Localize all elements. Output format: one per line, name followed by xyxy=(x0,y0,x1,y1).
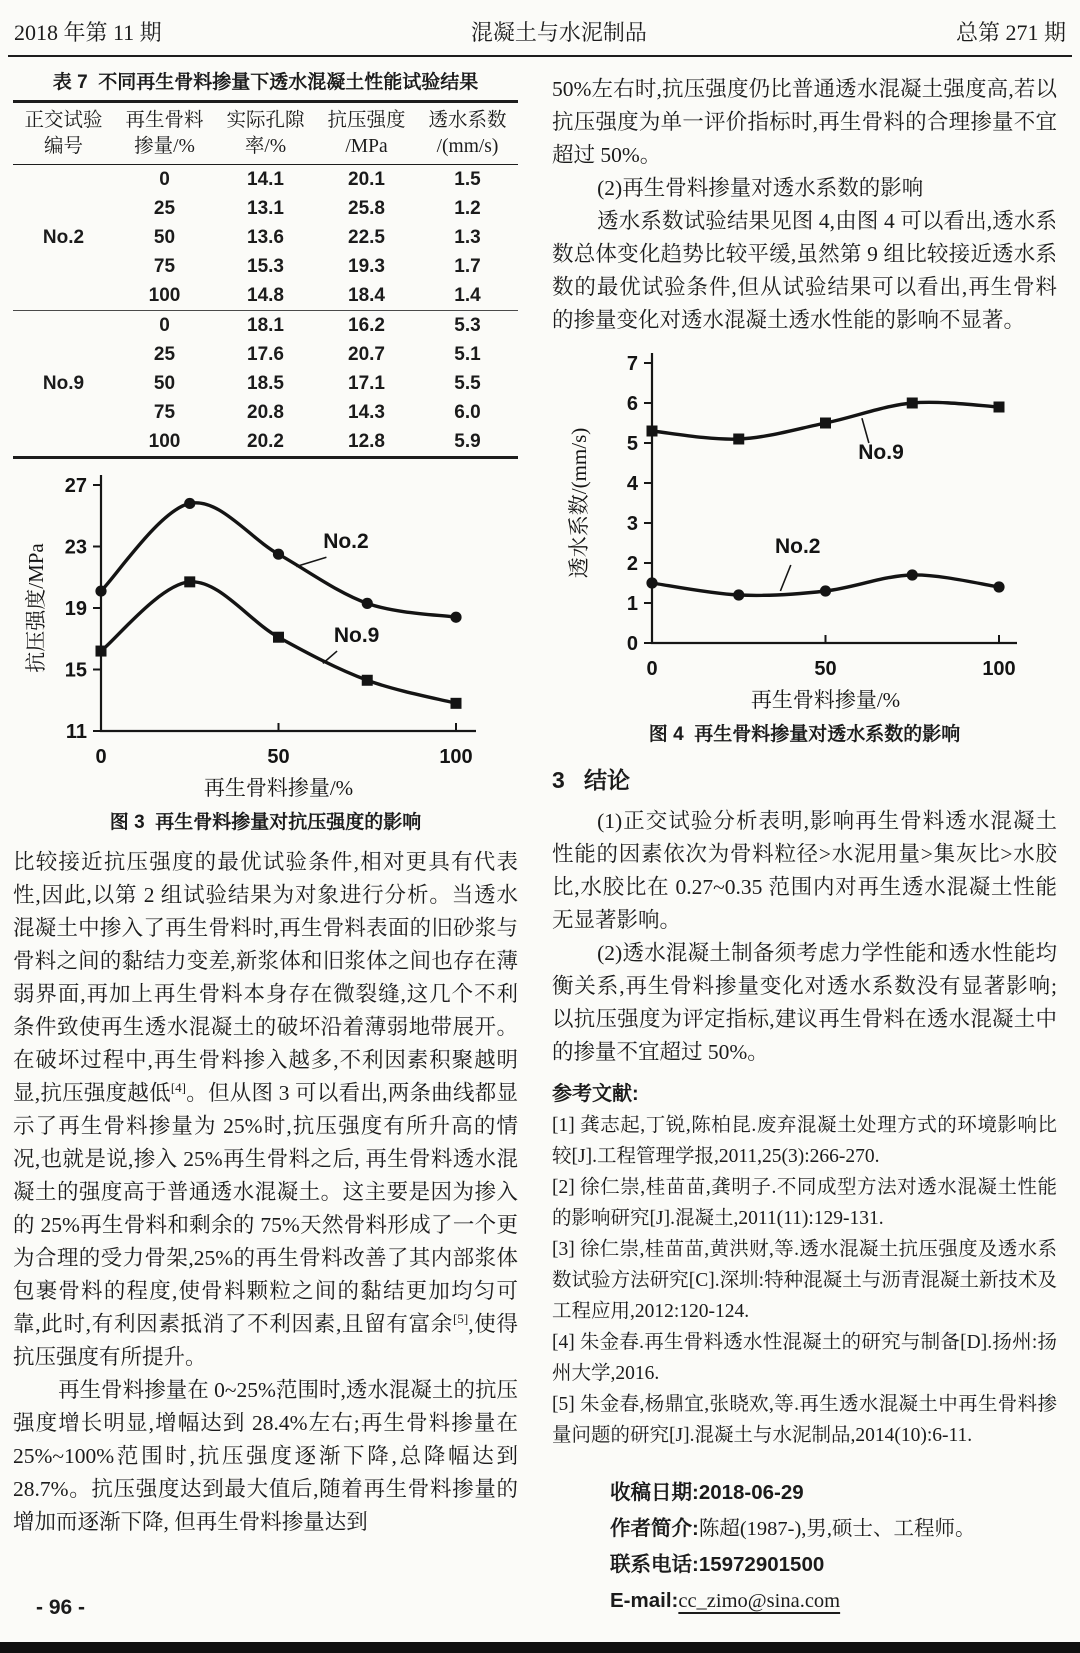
svg-text:6: 6 xyxy=(626,393,638,415)
svg-text:再生骨料掺量/%: 再生骨料掺量/% xyxy=(203,776,354,800)
reference-item: [1] 龚志起,丁锐,陈柏昆.废弃混凝土处理方式的环境影响比较[J].工程管理学报,2011,25(3):266-270. xyxy=(552,1115,1057,1167)
svg-text:0: 0 xyxy=(626,633,638,655)
table7-cell: 100 xyxy=(148,431,181,452)
table7-group-label: No.9 xyxy=(13,311,114,458)
conclusion-2: (2)透水混凝土制备须考虑力学性能和透水性能均衡关系,再生骨料掺量变化对透水系数没有显著影响;以抗压强度为评定指标,建议再生骨料在透水混凝土中的掺量不宜超过 50%。 xyxy=(552,941,1057,1064)
table7-cell: 6.0 xyxy=(454,402,481,423)
article-info xyxy=(610,1475,1057,1619)
received-date-line xyxy=(610,1475,1057,1511)
table7-cell: 5.9 xyxy=(454,431,481,452)
table7-cell: 18.5 xyxy=(247,373,284,394)
email-value: cc_zimo@sina.com xyxy=(678,1590,841,1612)
figure4 xyxy=(552,347,1057,746)
svg-text:19: 19 xyxy=(64,598,87,620)
paragraph-analysis xyxy=(13,846,518,1374)
table7-row xyxy=(13,165,518,195)
table7-col-header: 抗压强度 /MPa xyxy=(327,110,406,157)
table7-cell: 1.4 xyxy=(454,285,481,306)
table7-cell: 5.1 xyxy=(454,344,481,365)
figure3 xyxy=(13,469,518,834)
table7-cell: 5.5 xyxy=(454,373,481,394)
svg-text:3: 3 xyxy=(626,513,638,535)
table7-cell: 50 xyxy=(153,227,176,248)
table7-cell: 15.3 xyxy=(247,256,284,277)
section-3-heading: 3 结论 xyxy=(552,767,630,793)
table7-cell: 75 xyxy=(153,402,176,423)
table7-cell: 13.6 xyxy=(247,227,284,248)
svg-text:7: 7 xyxy=(626,353,638,375)
svg-text:0: 0 xyxy=(95,746,107,768)
table7-cell: 0 xyxy=(114,311,215,341)
reference-item: [4] 朱金春.再生骨料透水性混凝土的研究与制备[D].扬州:扬州大学,2016. xyxy=(552,1332,1057,1384)
table7-cell: 1.5 xyxy=(454,169,481,190)
svg-text:100: 100 xyxy=(439,746,473,768)
table7-row xyxy=(13,311,518,341)
reference-item: [2] 徐仁崇,桂苗苗,龚明子.不同成型方法对透水混凝土性能的影响研究[J].混凝土,2011(11):129-131. xyxy=(552,1177,1057,1229)
table7-cell: 5.3 xyxy=(417,311,518,341)
table7-col-header: 透水系数 /(mm/s) xyxy=(428,110,507,157)
left-column xyxy=(13,57,518,1619)
received-date-label: 收稿日期: xyxy=(610,1481,699,1504)
paragraph-continued: 50%左右时,抗压强度仍比普通透水混凝土强度高,若以抗压强度为单一评价指标时,再生骨料的合理掺量不宜超过 50%。 xyxy=(552,77,1057,167)
svg-text:No.2: No.2 xyxy=(323,530,369,554)
table7-cell: 20.8 xyxy=(247,402,284,423)
table7-cell: 17.1 xyxy=(348,373,385,394)
email-label: E-mail: xyxy=(610,1589,679,1612)
figure4-chart xyxy=(552,347,1057,719)
table7-cell: 25 xyxy=(153,344,176,365)
svg-text:4: 4 xyxy=(626,473,638,495)
svg-text:No.2: No.2 xyxy=(774,535,821,558)
figure3-caption: 图 3 再生骨料掺量对抗压强度的影响 xyxy=(109,812,422,833)
author-bio-value: 陈超(1987-),男,硕士、工程师。 xyxy=(698,1518,976,1540)
svg-text:2: 2 xyxy=(626,553,638,575)
paragraph-permeability: 透水系数试验结果见图 4,由图 4 可以看出,透水系数总体变化趋势比较平缓,虽然第 9 组比较接近透水系数的最优试验条件,但从试验结果可以看出,再生骨料的掺量变化对透水混凝土透水性能的影响不显著。 xyxy=(552,209,1057,332)
table7-col-header: 实际孔隙 率/% xyxy=(226,110,305,157)
svg-text:11: 11 xyxy=(65,721,87,743)
table7-header-row xyxy=(13,102,518,165)
two-column-layout xyxy=(0,57,1080,1619)
svg-text:27: 27 xyxy=(64,475,87,497)
table7-cell: 12.8 xyxy=(348,431,385,452)
table7-cell: 20.2 xyxy=(247,431,284,452)
table7-cell: 18.4 xyxy=(348,285,385,306)
svg-text:15: 15 xyxy=(64,659,87,682)
header-journal-title: 混凝土与水泥制品 xyxy=(470,20,647,45)
svg-text:No.9: No.9 xyxy=(858,441,904,464)
svg-text:5: 5 xyxy=(626,433,638,455)
table7-cell: 50 xyxy=(153,373,176,394)
table7-cell: 20.7 xyxy=(348,344,385,365)
table7-cell: 16.2 xyxy=(316,311,417,341)
table7-col-header: 正交试验 编号 xyxy=(24,110,103,157)
email-line xyxy=(610,1583,1057,1619)
references-heading: 参考文献: xyxy=(552,1083,639,1105)
scan-edge-bar xyxy=(0,1642,1080,1653)
svg-text:0: 0 xyxy=(646,658,658,680)
table7-cell: 0 xyxy=(159,169,170,190)
table7-cell: 75 xyxy=(153,256,176,277)
paragraph-analysis-text: 。但从图 3 可以看出,两条曲线都显示了再生骨料掺量为 25%时,抗压强度有所升高的情况,也就是说,掺入 25%再生骨料之后, 再生骨料透水混凝土的强度高于普通透水混凝土。这主要是因为掺入的 25%再生骨料和剩余的 75%天然骨料形成了一个更为合理的受力骨架,25%的再生骨料改善了其内部浆体包裹骨料的程度,使骨料颗粒之间的黏结更加均匀可靠,此时,有利因素抵消了不利因素,且留有富余 xyxy=(13,1081,518,1336)
page-number: - 96 - xyxy=(36,1596,86,1619)
table7 xyxy=(13,100,518,459)
citation-5: [5] xyxy=(453,1310,469,1326)
table7-cell: 14.3 xyxy=(348,402,385,423)
reference-list xyxy=(552,1110,1057,1451)
table7-cell: 1.7 xyxy=(454,256,481,277)
table7-cell: 13.1 xyxy=(247,198,284,219)
figure4-caption: 图 4 再生骨料掺量对透水系数的影响 xyxy=(648,724,961,745)
table7-cell: 17.6 xyxy=(247,344,284,365)
contact-phone-label: 联系电话: xyxy=(610,1553,699,1576)
svg-text:透水系数/(mm/s): 透水系数/(mm/s) xyxy=(567,427,591,579)
paragraph-strength-trend: 再生骨料掺量在 0~25%范围时,透水混凝土的抗压强度增长明显,增幅达到 28.4%左右;再生骨料掺量在 25%~100%范围时,抗压强度逐渐下降,总降幅达到 28.7%。抗压强度达到最大值后,随着再生骨料掺量的增加而逐渐下降, 但再生骨料掺量达到 xyxy=(13,1378,518,1534)
table7-cell: 18.1 xyxy=(215,311,316,341)
table7-title: 表 7 不同再生骨料掺量下透水混凝土性能试验结果 xyxy=(52,72,479,93)
table7-cell: 14.1 xyxy=(247,169,284,190)
contact-phone-line xyxy=(610,1547,1057,1583)
svg-text:50: 50 xyxy=(814,658,837,680)
table7-cell: 20.1 xyxy=(348,169,385,190)
author-bio-line xyxy=(610,1511,1057,1547)
table7-cell: 1.2 xyxy=(454,198,481,219)
reference-item: [3] 徐仁崇,桂苗苗,黄洪财,等.透水混凝土抗压强度及透水系数试验方法研究[C].深圳:特种混凝土与沥青混凝土新技术及工程应用,2012:120-124. xyxy=(552,1239,1057,1322)
table7-col-header: 再生骨料 掺量/% xyxy=(125,110,204,157)
svg-text:100: 100 xyxy=(982,658,1016,680)
reference-item: [5] 朱金春,杨鼎宜,张晓欢,等.再生透水混凝土中再生骨料掺量问题的研究[J].混凝土与水泥制品,2014(10):6-11. xyxy=(552,1394,1057,1446)
contact-phone-value: 15972901500 xyxy=(698,1553,825,1576)
svg-text:1: 1 xyxy=(626,593,638,615)
table7-cell: 25.8 xyxy=(348,198,385,219)
right-column xyxy=(552,57,1057,1619)
svg-text:50: 50 xyxy=(267,746,290,768)
paragraph-subsection-2: (2)再生骨料掺量对透水系数的影响 xyxy=(597,176,924,200)
svg-text:再生骨料掺量/%: 再生骨料掺量/% xyxy=(750,688,901,712)
table7-cell: 25 xyxy=(153,198,176,219)
page-header xyxy=(0,0,1080,53)
table7-cell: 100 xyxy=(148,285,181,306)
header-issue: 2018 年第 11 期 xyxy=(14,20,162,45)
table7-group-label: No.2 xyxy=(42,227,85,248)
table7-cell: 22.5 xyxy=(348,227,385,248)
paragraph-analysis-text: ,使得抗压强度有所提升。 xyxy=(13,1312,518,1369)
table7-cell: 1.3 xyxy=(454,227,481,248)
figure3-chart xyxy=(13,469,518,807)
header-volume: 总第 271 期 xyxy=(955,20,1066,45)
svg-text:No.9: No.9 xyxy=(333,623,380,647)
table7-cell: 14.8 xyxy=(247,285,284,306)
svg-text:抗压强度/MPa: 抗压强度/MPa xyxy=(24,543,48,673)
svg-text:23: 23 xyxy=(64,536,87,559)
author-bio-label: 作者简介: xyxy=(610,1517,699,1540)
table7-cell: 19.3 xyxy=(348,256,385,277)
citation-4: [4] xyxy=(170,1079,186,1095)
conclusion-1: (1)正交试验分析表明,影响再生骨料透水混凝土性能的因素依次为骨料粒径>水泥用量>集灰比>水胶比,水胶比在 0.27~0.35 范围内对再生透水混凝土性能无显著影响。 xyxy=(552,809,1057,932)
paragraph-analysis-text: 比较接近抗压强度的最优试验条件,相对更具有代表性,因此,以第 2 组试验结果为对象进行分析。当透水混凝土中掺入了再生骨料时,再生骨料表面的旧砂浆与骨料之间的黏结力变差,新浆体和旧浆体之间也存在薄弱界面,再加上再生骨料本身存在微裂缝,这几个不利条件致使再生透水混凝土的破坏沿着薄弱地带展开。在破坏过程中,再生骨料掺入越多,不利因素积聚越明显,抗压强度越低 xyxy=(13,850,518,1105)
received-date-value: 2018-06-29 xyxy=(698,1481,804,1504)
